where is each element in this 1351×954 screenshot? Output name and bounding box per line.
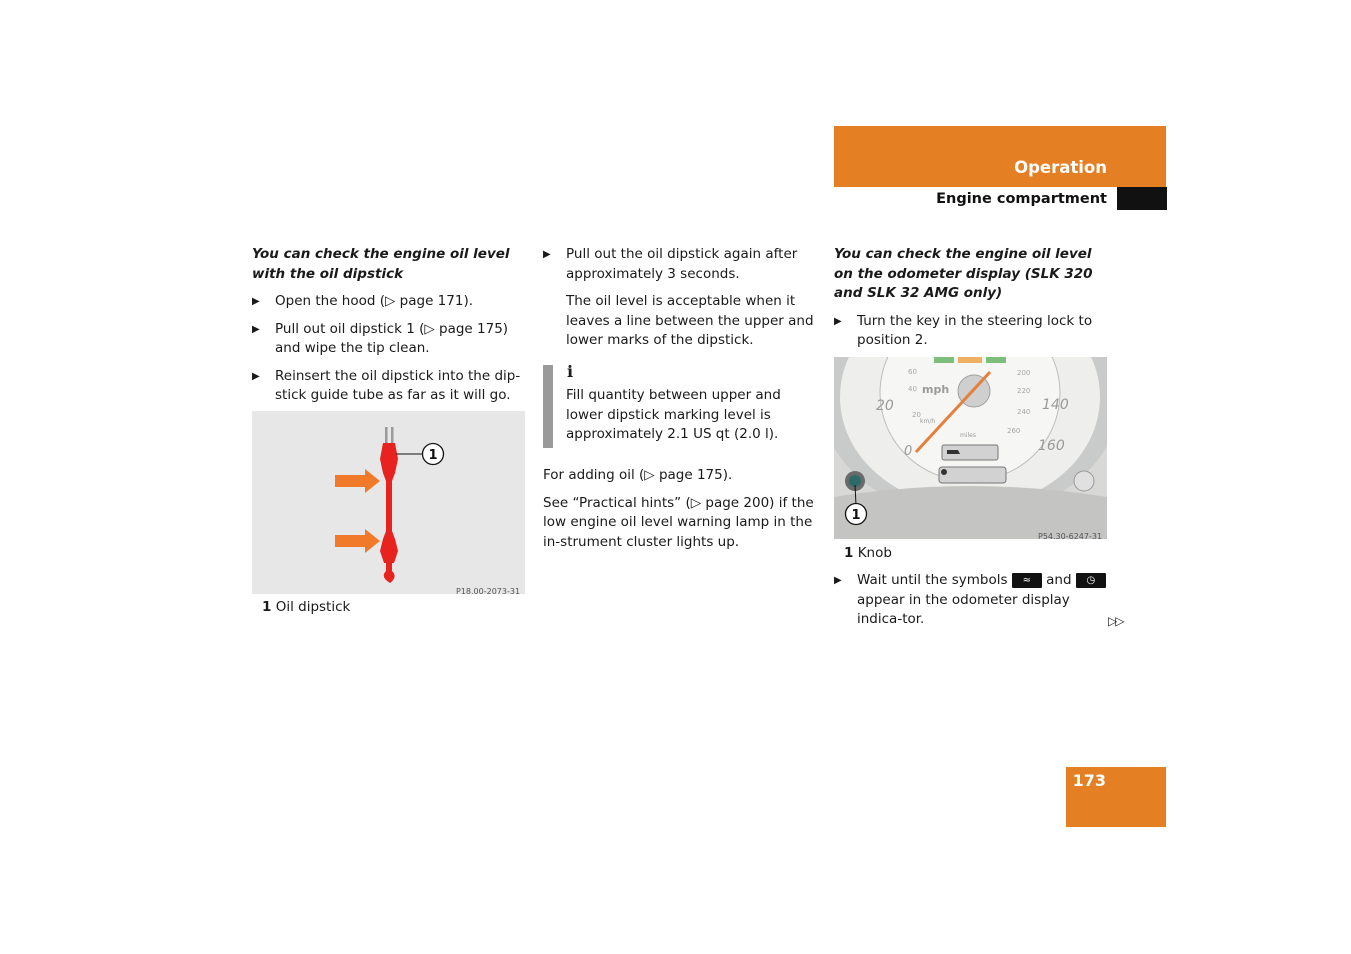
- bullet-arrow-icon: ▶: [834, 315, 842, 327]
- gauge-k40: 40: [908, 385, 917, 393]
- step-turn-key: [834, 312, 1109, 351]
- clock-icon: [941, 469, 947, 475]
- practical-hints-ref: See “Practical hints” (▷ page 200) if the low engine oil level warning lamp in the in-strument cluster lights up.: [543, 494, 814, 550]
- bullet-arrow-icon: ▶: [834, 575, 842, 586]
- wait-step-block: [834, 571, 1109, 630]
- info-box: [566, 386, 821, 445]
- step-pull-again: [543, 245, 821, 284]
- page-number: 173: [1072, 771, 1106, 790]
- gauge-160: 160: [1038, 438, 1065, 454]
- gauge-k20: 20: [912, 411, 921, 419]
- gauge-20: 20: [876, 398, 894, 414]
- gauge-k240: 240: [1017, 408, 1031, 416]
- dipstick-figure: [252, 411, 525, 594]
- info-text: Fill quantity between upper and lower dipstick marking level is approximately 2.1 US qt (2.0 l).: [566, 387, 781, 442]
- step-open-hood: [252, 292, 527, 312]
- figure-caption-dipstick: [262, 598, 350, 618]
- step-text: Pull out oil dipstick 1 (▷ page 175) and wipe the tip clean.: [275, 320, 509, 356]
- step-text: Open the hood (▷ page 171).: [275, 293, 474, 309]
- gauge-k60: 60: [908, 368, 917, 376]
- speedometer-illustration: [834, 357, 1107, 539]
- gauge-0: 0: [904, 444, 913, 459]
- caption-text: Oil dipstick: [275, 599, 351, 615]
- section-title: Operation: [1014, 158, 1107, 177]
- right-heading: You can check the engine oil level on the odometer display (SLK 320 and SLK 32 AMG only): [834, 246, 1093, 301]
- subsection-title: Engine compartment: [936, 191, 1107, 207]
- left-column: [252, 245, 527, 406]
- gauge-k200: 200: [1017, 369, 1031, 377]
- step-text-b: appear in the odometer display indica-tor.: [857, 591, 1070, 627]
- gauge-kmh: km/h: [920, 418, 936, 425]
- gauge-mph: mph: [922, 383, 950, 396]
- step-pull-dipstick: [252, 320, 527, 359]
- section-tab-marker: [1117, 187, 1167, 210]
- step-text: Pull out the oil dipstick again after approximately 3 seconds.: [566, 246, 798, 282]
- left-heading: You can check the engine oil level with the oil dipstick: [252, 246, 510, 282]
- gauge-k260: 260: [1007, 427, 1021, 435]
- bullet-arrow-icon: ▶: [252, 296, 260, 307]
- bullet-arrow-icon: ▶: [543, 249, 551, 260]
- caption-number: 1: [262, 599, 272, 615]
- gauge-miles: miles: [960, 432, 976, 439]
- oil-can-icon: ≈: [1012, 573, 1042, 588]
- step-text: Turn the key in the steering lock to position 2.: [857, 312, 1093, 348]
- figure-caption-knob: [844, 544, 892, 564]
- figure-code: P54.30-6247-31: [1038, 532, 1103, 539]
- callout-1: 1: [428, 448, 438, 463]
- callout-knob: 1: [851, 508, 861, 523]
- step-text: Reinsert the oil dipstick into the dip-stick guide tube as far as it will go.: [275, 367, 521, 403]
- instrument-cluster-figure: [834, 357, 1107, 539]
- step-text-a: Wait until the symbols: [857, 572, 1008, 588]
- step-reinsert-dipstick: [252, 367, 527, 406]
- oil-level-note: The oil level is acceptable when it leaves a line between the upper and lower marks of the dipstick.: [566, 293, 814, 348]
- oil-can-icon: [947, 450, 960, 454]
- gauge-140: 140: [1042, 397, 1069, 413]
- info-icon: i: [567, 362, 574, 381]
- dipstick-illustration: [252, 411, 525, 594]
- caption-text: Knob: [857, 545, 892, 561]
- step-wait-symbols: [834, 571, 1109, 630]
- adding-oil-ref: For adding oil (▷ page 175).: [543, 467, 733, 483]
- middle-column: [543, 245, 821, 351]
- bullet-arrow-icon: ▶: [252, 323, 260, 335]
- gauge-k220: 220: [1017, 387, 1031, 395]
- step-text-and: and: [1046, 572, 1072, 588]
- clock-icon: ◷: [1076, 573, 1106, 588]
- bullet-arrow-icon: ▶: [252, 370, 260, 382]
- info-sidebar: [543, 365, 553, 448]
- continued-arrow-icon: ▷▷: [1108, 614, 1123, 628]
- caption-number: 1: [844, 545, 854, 561]
- middle-notes: [543, 466, 821, 552]
- right-column: [834, 245, 1109, 351]
- header-band: [834, 126, 1166, 187]
- figure-code: P18.00-2073-31: [456, 587, 521, 594]
